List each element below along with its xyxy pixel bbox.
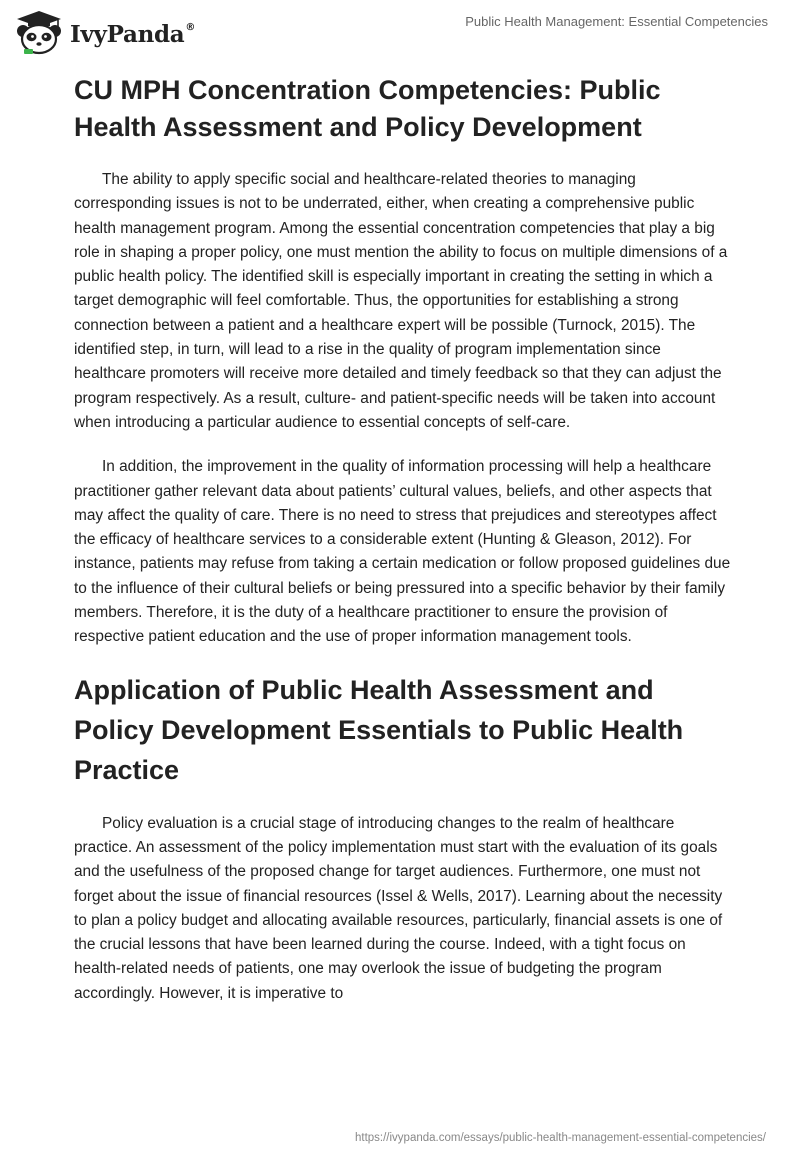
- registered-mark: ®: [185, 21, 196, 33]
- paragraph: In addition, the improvement in the quality of information processing will help a healthcare practitioner gather relevant data about patients’ cultural values, beliefs, and other aspects that may affect the quality of care. There is no need to stress that prejudices and stereotypes affect the efficacy of healthcare services to a considerable extent (Hunting & Gleason, 2012). For instance, patients may refuse from taking a certain medication or follow proposed guidelines due to the influence of their cultural beliefs or being pressured into a specific behavior by their family members. Therefore, it is the duty of a healthcare practitioner to ensure the provision of respective patient education and the use of proper information management tools.: [74, 458, 731, 646]
- brand-logo[interactable]: [14, 9, 195, 55]
- section-heading-competencies: CU MPH Concentration Competencies: Public Health Assessment and Policy Development: [74, 75, 661, 142]
- brand-name: IvyPanda®: [70, 20, 196, 48]
- source-url[interactable]: https://ivypanda.com/essays/public-health-management-essential-competencies/: [354, 1132, 766, 1144]
- panda-logo-icon: [14, 9, 64, 55]
- document-title: Public Health Management: Essential Competencies: [465, 14, 768, 29]
- section-heading-application: Application of Public Health Assessment and Policy Development Essentials to Public Health Practice: [74, 674, 684, 785]
- paragraph: Policy evaluation is a crucial stage of introducing changes to the realm of healthcare practice. An assessment of the policy implementation must start with the evaluation of its goals and the usefulness of the proposed change for target audiences. Furthermore, one must not forget about the issue of financial resources (Issel & Wells, 2017). Learning about the necessity to plan a policy budget and allocating available resources, particularly, financial assets is one of the crucial lessons that have been learned during the course. Indeed, with a tight focus on health-related needs of patients, one may overlook the issue of budgeting the program accordingly. However, it is imperative to: [74, 814, 723, 1002]
- page-header: [0, 0, 800, 60]
- paragraph: The ability to apply specific social and healthcare-related theories to managing corresponding issues is not to be underrated, either, when creating a comprehensive public health management program. Among the essential concentration competencies that play a big role in shaping a proper policy, one must mention the ability to focus on multiple dimensions of a public health policy. The identified skill is especially important in creating the setting in which a target demographic will feel comfortable. Thus, the opportunities for establishing a strong connection between a patient and a healthcare expert will be possible (Turnock, 2015). The identified step, in turn, will lead to a rise in the quality of program implementation since healthcare promoters will receive more detailed and timely feedback so that they can adjust the program respectively. As a result, culture- and patient-specific needs will be taken into account when introducing a particular audience to essential concepts of self-care.: [74, 171, 728, 431]
- article-body: [74, 72, 734, 1026]
